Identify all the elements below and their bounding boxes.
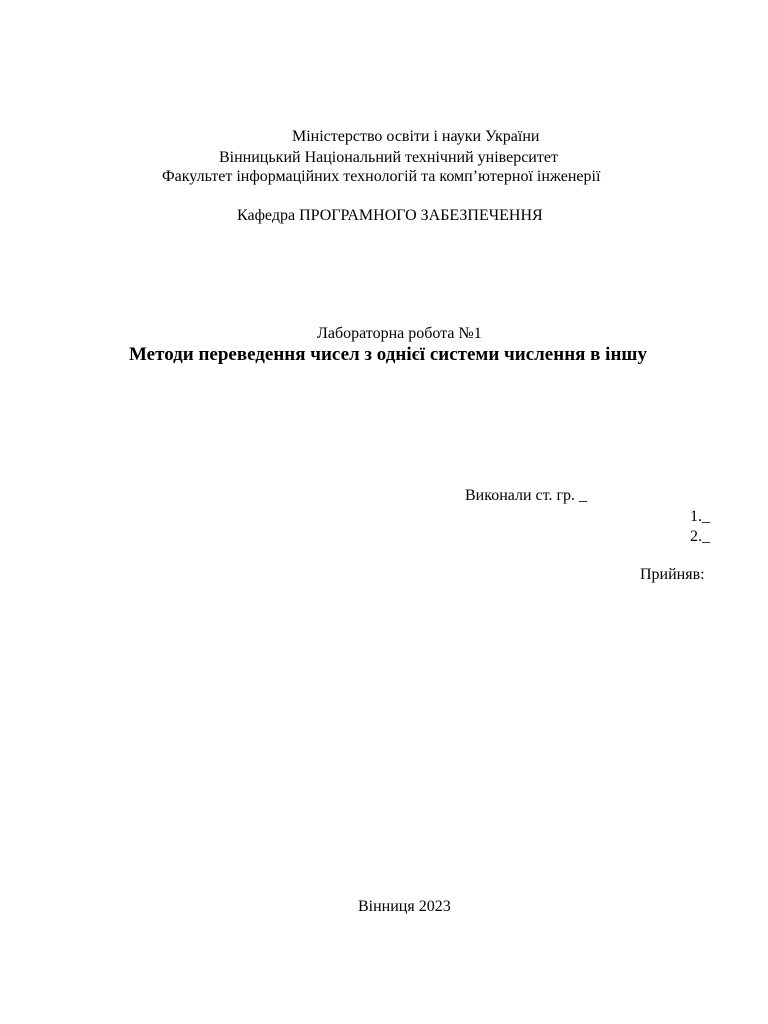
lab-topic-heading: Методи переведення чисел з однієї системи числення в іншу [129,344,647,365]
lab-work-title: Лабораторна робота №1 [317,325,482,342]
university-line: Вінницький Національний технічний університет [219,149,558,166]
student-1-entry: 1._ [690,508,710,525]
department-line: Кафедра ПРОГРАМНОГО ЗАБЕЗПЕЧЕННЯ [237,207,543,224]
student-2-entry: 2._ [690,528,710,545]
accepted-by-label: Прийняв: [640,566,705,583]
faculty-line: Факультет інформаційних технологій та комп’ютерної інженерії [162,168,601,185]
ministry-line: Міністерство освіти і науки України [292,128,540,145]
performed-by-label: Виконали ст. гр. _ [465,487,587,504]
city-year-footer: Вінниця 2023 [358,898,451,915]
